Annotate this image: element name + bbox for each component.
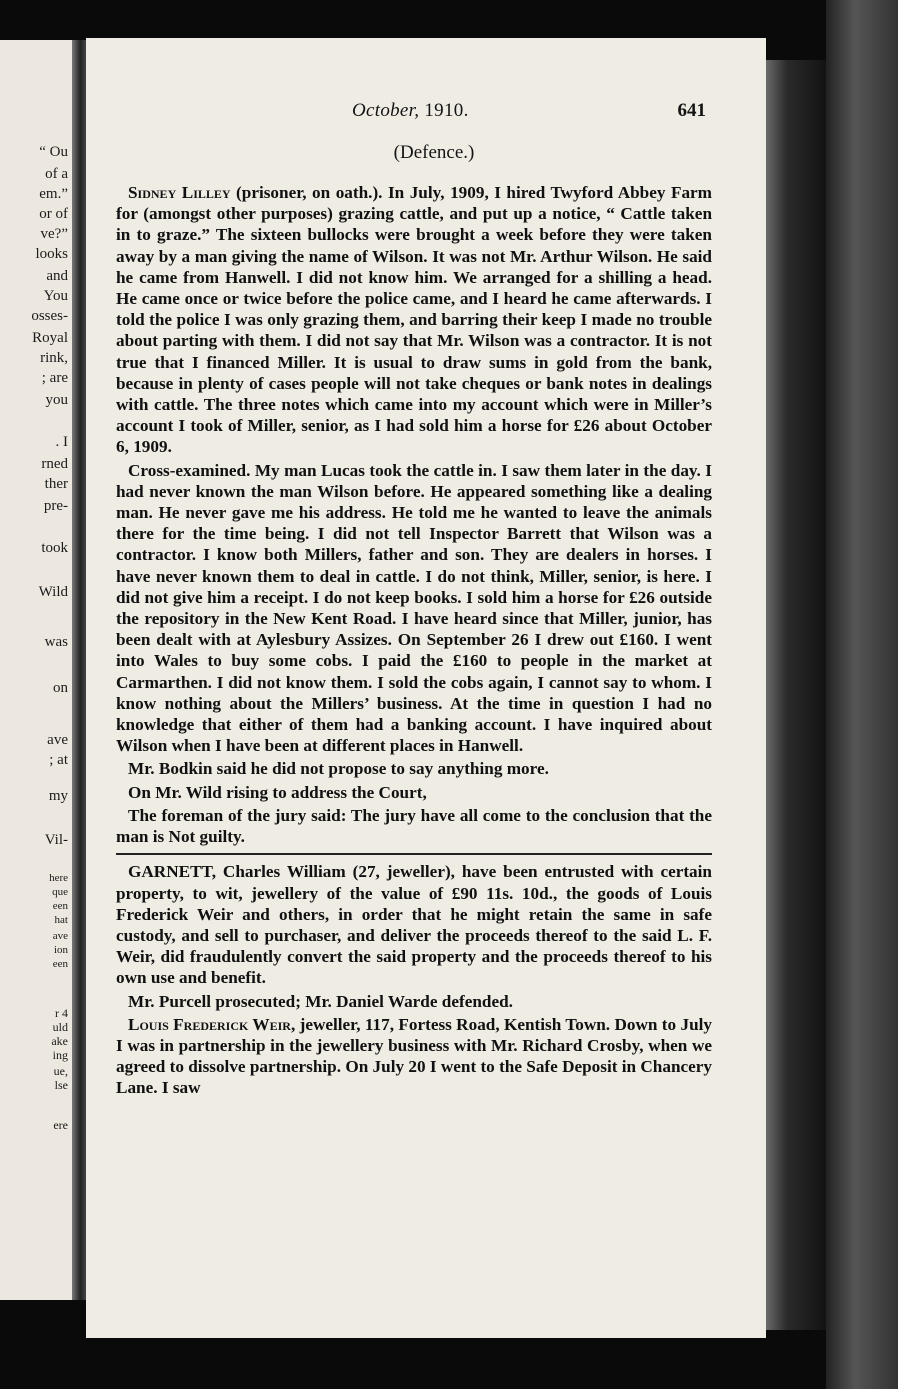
paragraph-text: (prisoner, on oath.). In July, 1909, I hired Twyford Abbey Farm for (amongst other purposes) grazing cattle, and put up a notice, “ Cattle taken in to graze.” The sixteen bullocks were brought a week before they were taken away by a man giving the name of Wilson. It was not Mr. Arthur Wilson. He said he came from Hanwell. I did not know him. We arranged for a shilling a head. He came once or twice before the police came, and I heard he came afterwards. I told the police I was only grazing them, and barring their keep I made no trouble about parting with them. I did not say that Mr. Wilson was a contractor. It is not true that I financed Miller. It is usual to draw sums in gold from the bank, because in plenty of cases people will not take cheques or bank notes in dealings with cattle. The three notes which came into my account which were in Miller’s account I took of Miller, senior, as I had sold him a horse for £26 about October 6, 1909.	[116, 183, 712, 457]
facing-page-text: r 4	[55, 1006, 68, 1020]
facing-page-text: hat	[54, 914, 68, 926]
paragraph-text: Cross-examined. My man Lucas took the cattle in. I saw them later in the day. I had never known the man Wilson before. He appeared something like a dealing man. He never gave me his address. He told me he wanted to leave the animals there for the time being. I did not tell Inspector Barrett that Wilson was a contractor. I know both Millers, father and son. They are dealers in horses. I have never known them to deal in cattle. I do not think, Miller, senior, is here. I did not give him a receipt. I do not keep books. I sold him a horse for £26 outside the repository in the New Kent Road. I have heard since that Miller, junior, has been dealt with at Aylesbury Assizes. On September 26 I drew out £160. I went into Wales to buy some cobs. I paid the £160 to people in the market at Carmarthen. I did not know them. I sold the cobs again, I cannot say to whom. I know nothing about the Millers’ business. At the time in question I had no knowledge that either of them had a banking account. I have inquired about Wilson when I have been at different places in Hanwell.	[116, 460, 712, 756]
facing-page-text: Royal	[32, 330, 68, 346]
facing-page-text: you	[45, 392, 68, 408]
running-head	[352, 100, 469, 122]
facing-page-text: osses-	[31, 308, 68, 324]
facing-page-text: Wild	[38, 584, 68, 600]
book-gutter	[72, 40, 86, 1300]
facing-page-text: here	[49, 872, 68, 884]
facing-page-text: was	[44, 634, 68, 650]
facing-page-text: or of	[39, 206, 68, 222]
facing-page-text: ue,	[53, 1064, 68, 1078]
paragraph	[116, 782, 712, 803]
paragraph	[116, 758, 712, 779]
paragraph-text: Mr. Bodkin said he did not propose to say anything more.	[128, 759, 549, 779]
paragraph	[116, 182, 712, 458]
facing-page-text: You	[43, 288, 68, 304]
facing-page-text: pre-	[43, 498, 68, 514]
facing-page-text: . I	[55, 434, 68, 450]
facing-page-text: Vil-	[44, 832, 68, 848]
facing-page-text: “ Ou	[39, 144, 68, 160]
facing-page-text: em.”	[39, 186, 68, 202]
running-head-month: October,	[352, 100, 420, 121]
paragraph-text: The foreman of the jury said: The jury have all come to the conclusion that the man is Not guilty.	[116, 805, 712, 847]
facing-page-text: ion	[53, 944, 68, 956]
facing-page-text: on	[53, 680, 68, 696]
facing-page-text: rink,	[40, 350, 68, 366]
running-head-year: 1910.	[424, 100, 469, 121]
paragraph-text: GARNETT, Charles William (27, jeweller), have been entrusted with certain property, to wit, jewellery of the value of £90 11s. 10d., the goods of Louis Frederick Weir and others, in order that he might retain the same in safe custody, and sell to purchaser, and deliver the proceeds thereof to the said L. F. Weir, did fraudulently convert the said property and the proceeds thereof to his own use and benefit.	[116, 862, 712, 988]
defence-section	[116, 182, 712, 847]
facing-page-text: ; are	[41, 370, 68, 386]
facing-page-text: my	[48, 788, 68, 804]
paragraph	[116, 460, 712, 757]
facing-page-text: ; at	[49, 752, 68, 768]
page-header	[116, 98, 712, 126]
facing-page-text: ther	[44, 476, 68, 492]
facing-page-text: took	[41, 540, 68, 556]
facing-page-fragment	[0, 40, 72, 1300]
facing-page-text: uld	[52, 1020, 68, 1034]
facing-page-text: rned	[41, 456, 68, 472]
section-title: (Defence.)	[393, 142, 475, 163]
facing-page-text: ave	[52, 930, 68, 942]
witness-name: Sidney Lilley	[128, 183, 231, 202]
page-edges	[766, 60, 826, 1330]
section-rule	[116, 853, 712, 855]
facing-page-text: een	[52, 958, 68, 970]
facing-page-text: een	[52, 900, 68, 912]
facing-page-text: and	[46, 268, 68, 284]
facing-page-text: ve?”	[40, 226, 68, 242]
witness-name: Louis Frederick Weir	[128, 1014, 291, 1034]
paragraph-text: On Mr. Wild rising to address the Court,	[128, 782, 427, 802]
paragraph-text: , jeweller, 117, Fortess Road, Kentish Town. Down to July I was in partnership in the jewellery business with Mr. Richard Crosby, when we agreed to dissolve partnership. On July 20 I went to the Safe Deposit in Chancery Lane. I saw	[116, 1014, 713, 1098]
page-body	[116, 182, 712, 1101]
paragraph	[116, 861, 712, 988]
facing-page-text: of a	[45, 166, 68, 182]
page-number: 641	[677, 100, 706, 121]
book-cover-edge	[826, 0, 898, 1389]
facing-page-text: ere	[53, 1118, 68, 1132]
paragraph	[116, 1014, 712, 1099]
trial-section	[116, 861, 712, 1098]
paragraph	[116, 991, 712, 1012]
facing-page-text: ake	[51, 1034, 68, 1048]
facing-page-text: looks	[35, 246, 68, 262]
facing-page-text: que	[52, 886, 68, 898]
paragraph	[116, 805, 712, 847]
facing-page-text: lse	[54, 1078, 68, 1092]
facing-page-text: ave	[47, 732, 68, 748]
facing-page-text: ing	[52, 1048, 68, 1062]
paragraph-text: Mr. Purcell prosecuted; Mr. Daniel Warde defended.	[128, 991, 513, 1011]
